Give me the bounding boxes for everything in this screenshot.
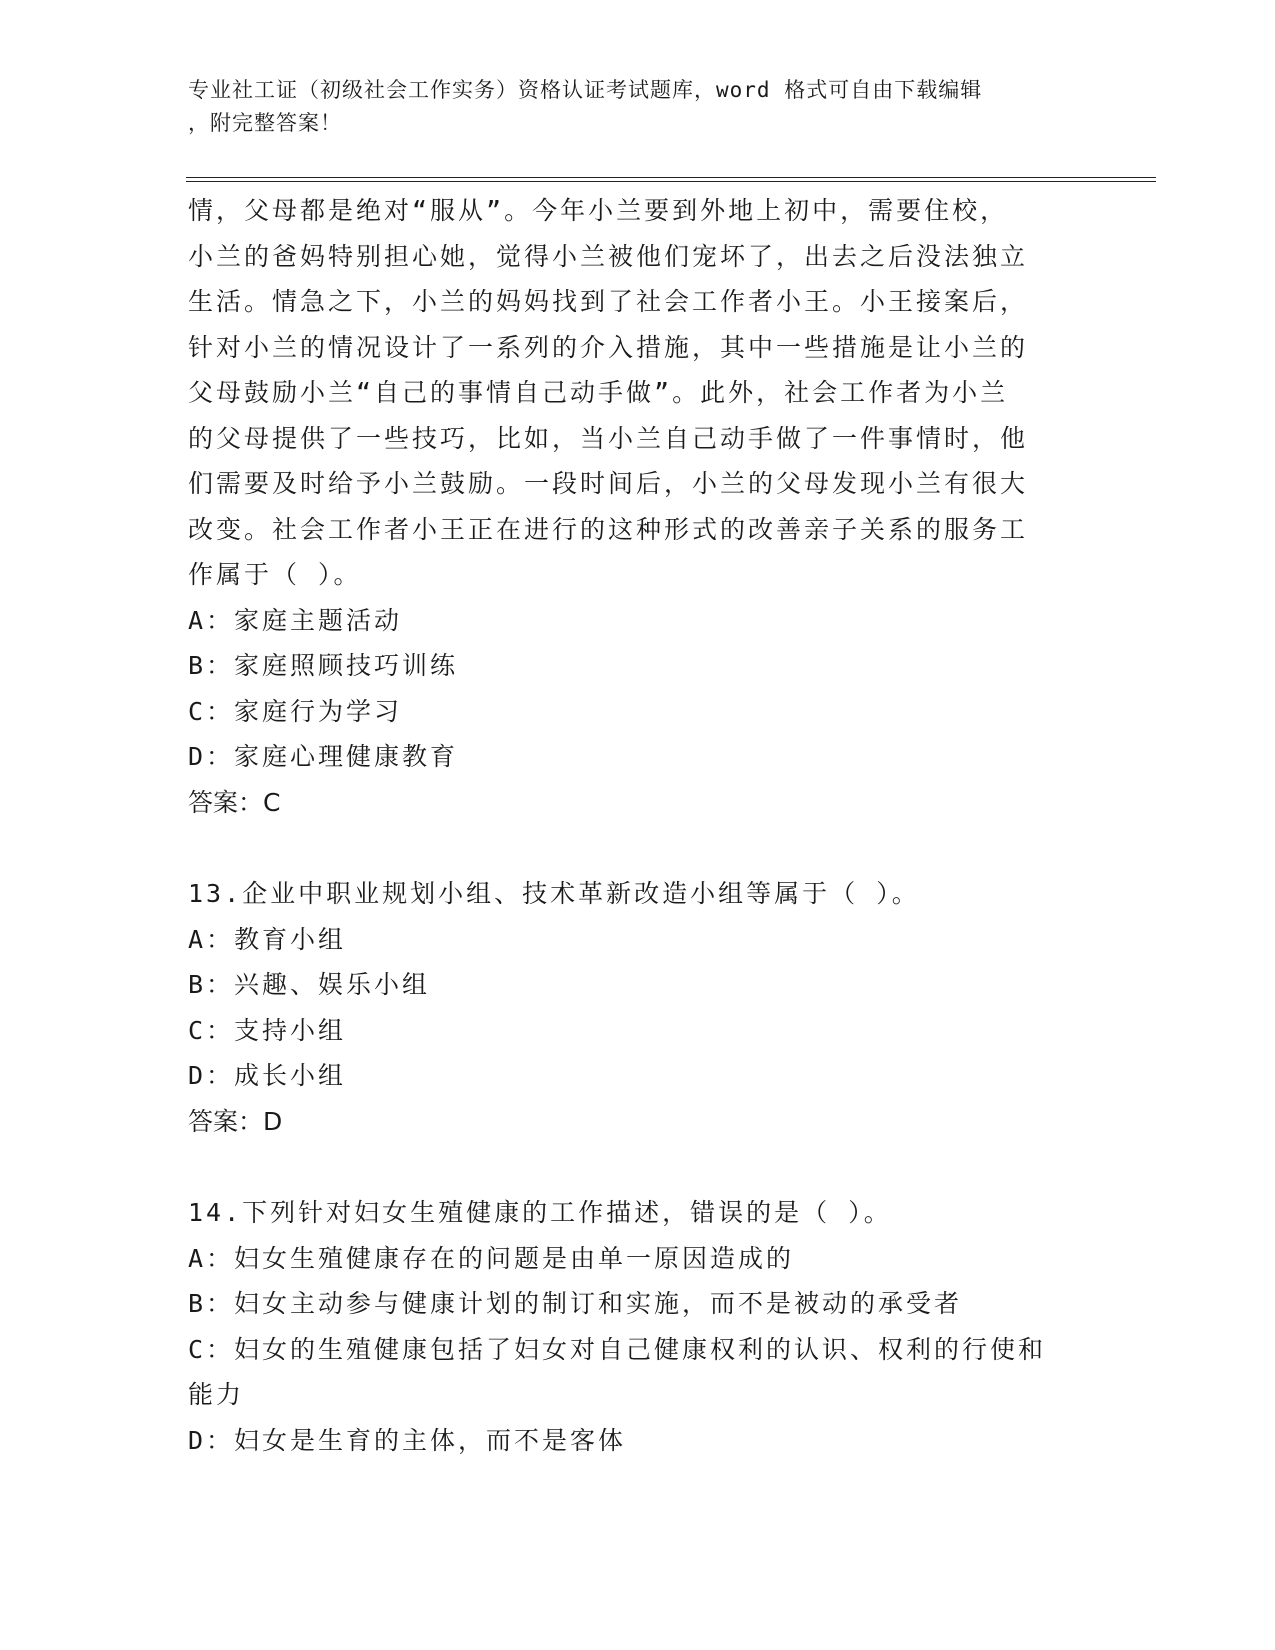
question-content — [188, 188, 1068, 1463]
question-text-line: 小兰的爸妈特别担心她，觉得小兰被他们宠坏了，出去之后没法独立 — [188, 241, 1029, 271]
question-text-line: 父母鼓励小兰“自己的事情自己动手做”。此外，社会工作者为小兰 — [188, 378, 1009, 407]
question-text-line: 情，父母都是绝对“服从”。今年小兰要到外地上初中，需要住校， — [188, 196, 1009, 225]
option-c-continued: 能力 — [188, 1380, 245, 1409]
spacer — [188, 825, 1068, 871]
answer-label: 答案：D — [188, 1106, 283, 1136]
option-d: D：妇女是生育的主体，而不是客体 — [188, 1425, 627, 1455]
question-stem: 13.企业中职业规划小组、技术革新改造小组等属于（ ）。 — [188, 879, 920, 908]
question-stem: 14.下列针对妇女生殖健康的工作描述，错误的是（ ）。 — [188, 1198, 892, 1227]
header-line-2: ，附完整答案！ — [188, 111, 342, 135]
option-c: C：支持小组 — [188, 1015, 347, 1045]
question-text-line: 改变。社会工作者小王正在进行的这种形式的改善亲子关系的服务工 — [188, 514, 1029, 544]
question-text-line: 生活。情急之下，小兰的妈妈找到了社会工作者小王。小王接案后， — [188, 287, 1029, 316]
option-d: D：成长小组 — [188, 1061, 347, 1090]
spacer — [188, 1144, 1068, 1190]
question-text-line: 作属于（ ）。 — [188, 560, 362, 589]
question-12 — [188, 188, 1068, 825]
option-a: A：妇女生殖健康存在的问题是由单一原因造成的 — [188, 1243, 795, 1273]
option-c: C：家庭行为学习 — [188, 696, 403, 726]
page-header — [188, 74, 1088, 140]
option-b: B：兴趣、娱乐小组 — [188, 970, 431, 999]
question-14 — [188, 1190, 1068, 1463]
header-divider — [186, 177, 1156, 182]
question-text-line: 针对小兰的情况设计了一系列的介入措施，其中一些措施是让小兰的 — [188, 332, 1029, 362]
option-a: A：教育小组 — [188, 924, 347, 954]
option-b: B：妇女主动参与健康计划的制订和实施，而不是被动的承受者 — [188, 1289, 963, 1318]
question-13 — [188, 871, 1068, 1144]
header-line-1: 专业社工证（初级社会工作实务）资格认证考试题库，word 格式可自由下载编辑 — [188, 78, 983, 102]
question-text-line: 的父母提供了一些技巧，比如，当小兰自己动手做了一件事情时，他 — [188, 423, 1029, 453]
question-text-line: 们需要及时给予小兰鼓励。一段时间后，小兰的父母发现小兰有很大 — [188, 469, 1029, 498]
option-d: D：家庭心理健康教育 — [188, 742, 459, 771]
option-a: A：家庭主题活动 — [188, 605, 403, 635]
answer-label: 答案：C — [188, 787, 281, 817]
option-c: C：妇女的生殖健康包括了妇女对自己健康权利的认识、权利的行使和 — [188, 1334, 1047, 1364]
option-b: B：家庭照顾技巧训练 — [188, 651, 459, 680]
